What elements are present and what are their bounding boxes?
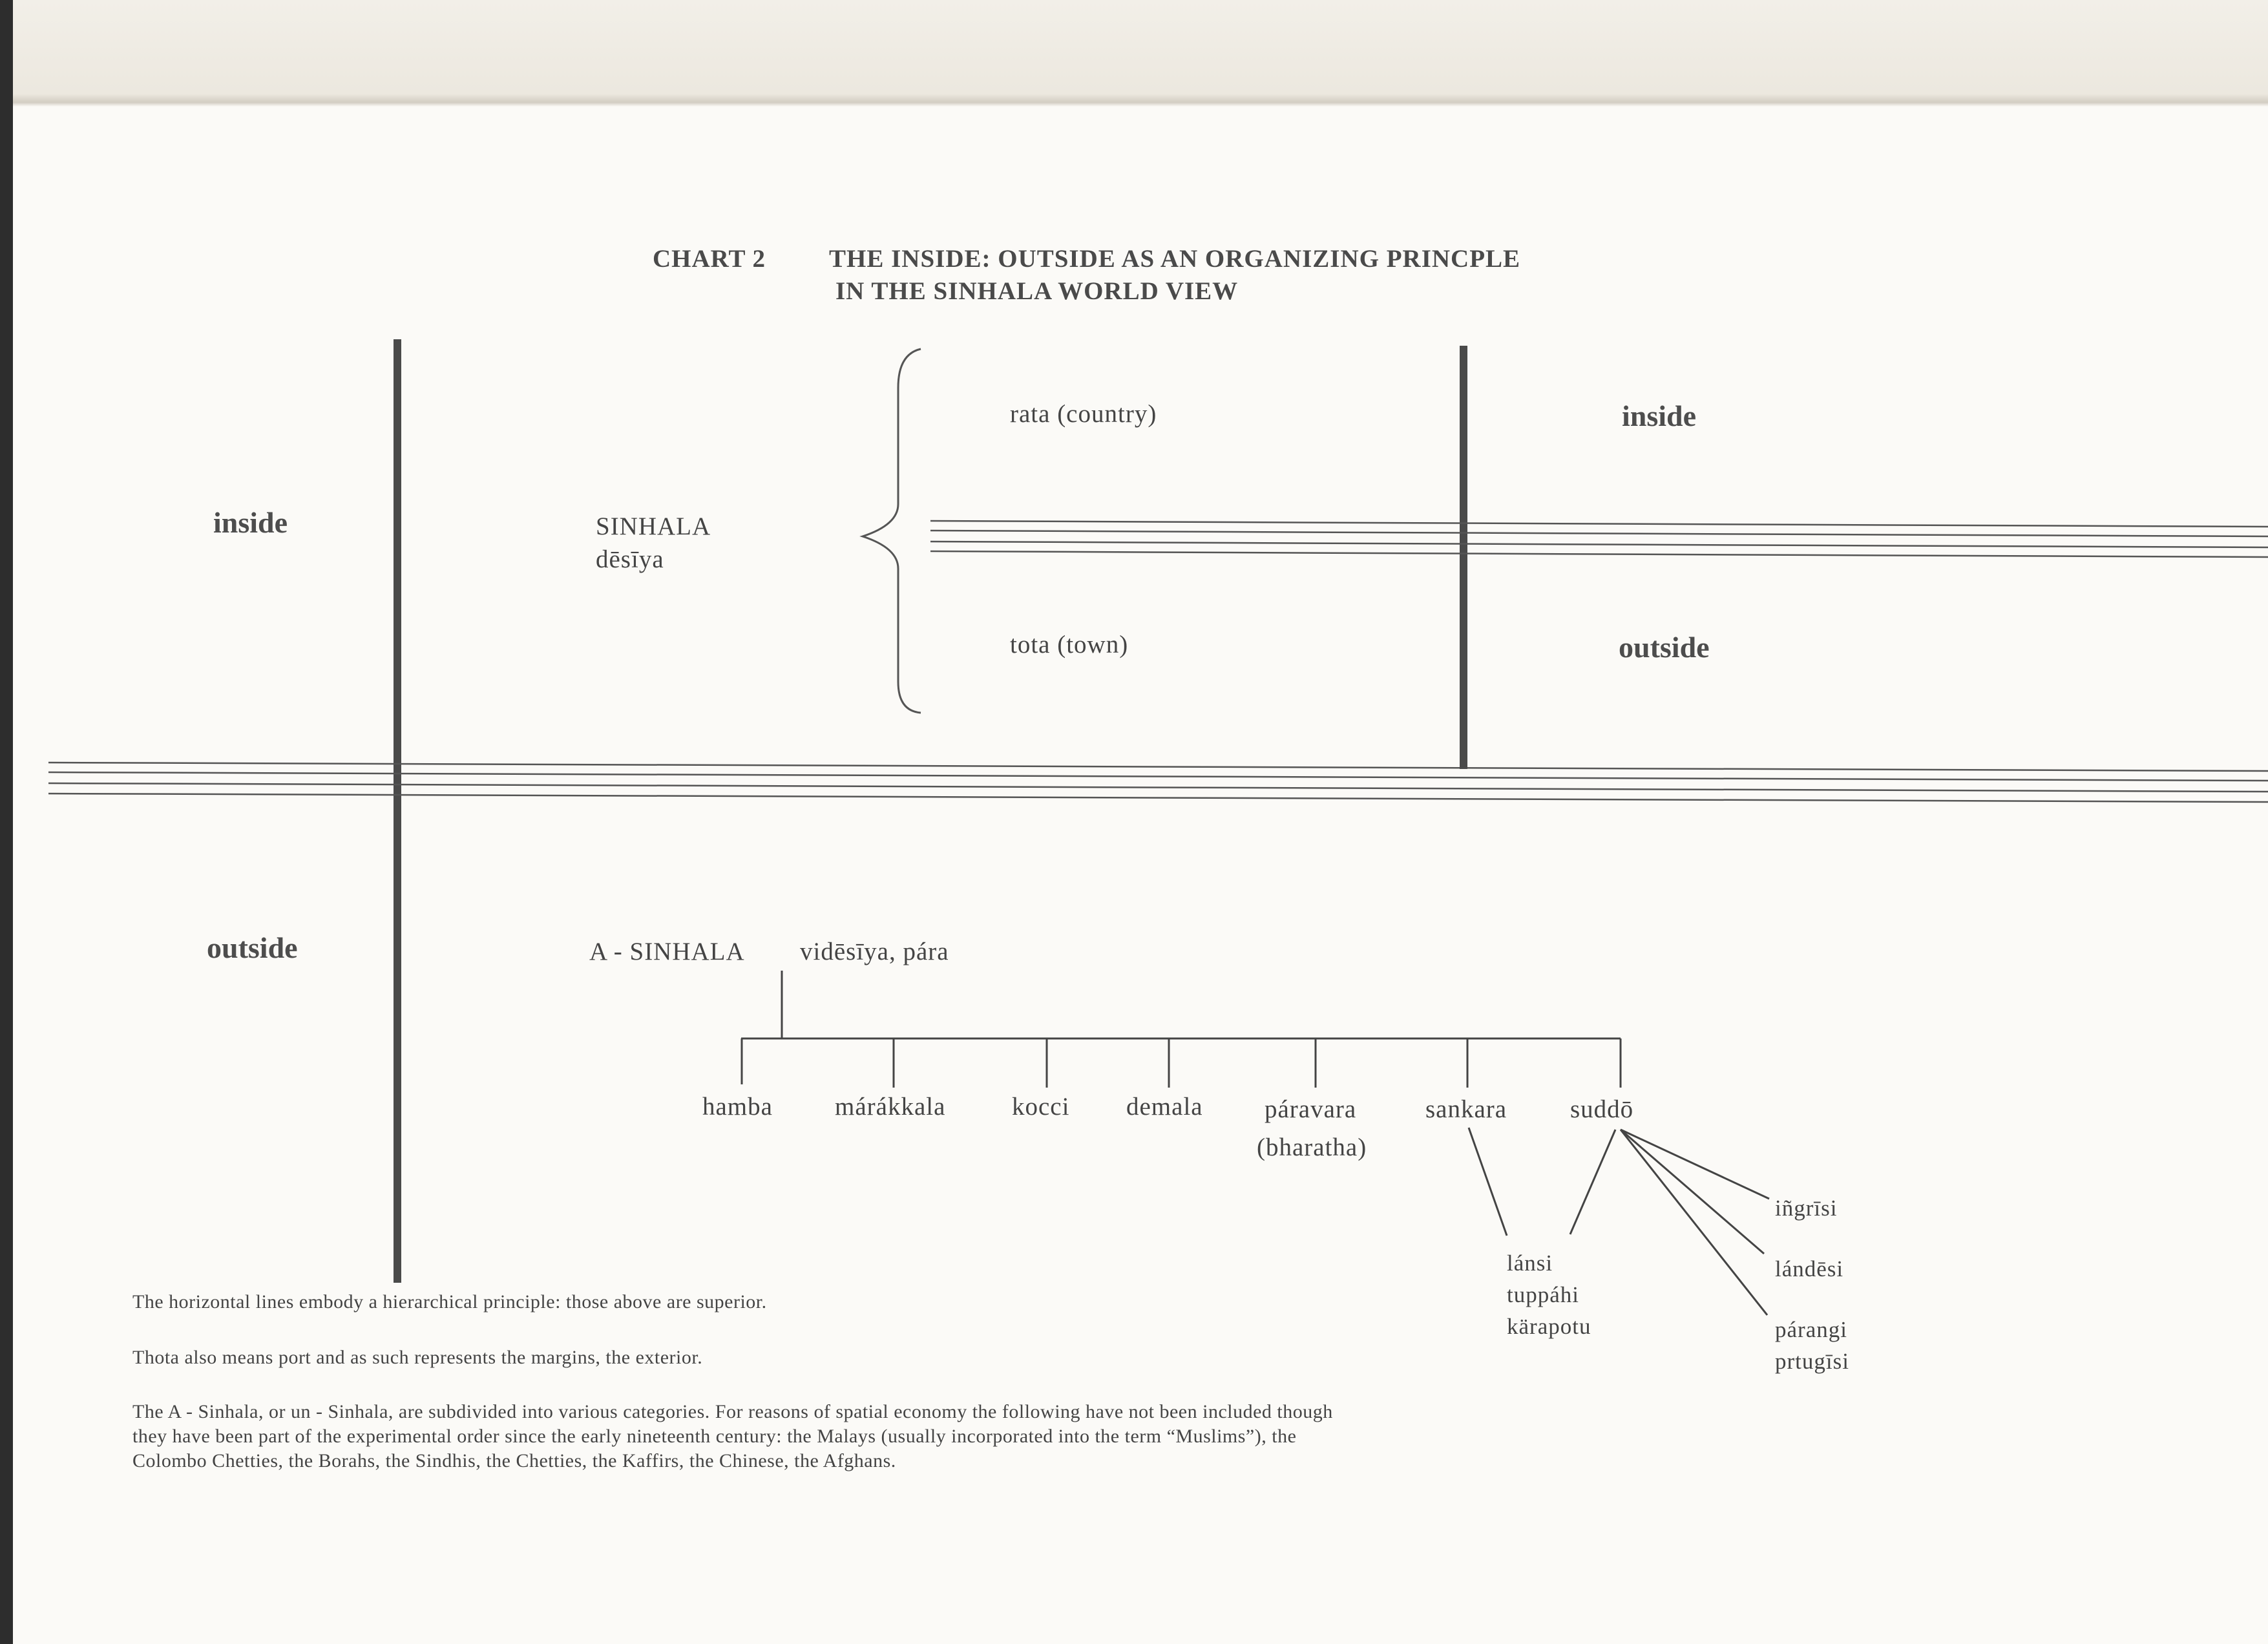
- videsiya-label: vidēsīya, pára: [800, 938, 949, 965]
- chart-title-line2: IN THE SINHALA WORLD VIEW: [835, 277, 1239, 305]
- main-inside-label: inside: [213, 506, 288, 539]
- category-sankara: sankara: [1425, 1095, 1507, 1123]
- desiya-label: dēsīya: [596, 545, 664, 573]
- sinhala-label: SINHALA: [596, 512, 711, 540]
- a-sinhala-label: A - SINHALA: [589, 938, 745, 965]
- secondary-horizontal-lines: [930, 521, 2268, 557]
- secondary-inside-label: inside: [1622, 399, 1697, 432]
- sub-tuppahi: tuppáhi: [1507, 1282, 1579, 1307]
- parangi-group: [1775, 1314, 1849, 1377]
- category-suddo: suddō: [1570, 1095, 1634, 1123]
- category-hamba: hamba: [702, 1093, 773, 1121]
- chart-title-line1: THE INSIDE: OUTSIDE AS AN ORGANIZING PRINCPLE: [829, 245, 1521, 273]
- sub-landesi: lándēsi: [1775, 1256, 1844, 1281]
- note-hierarchy: The horizontal lines embody a hierarchical principle: those above are superior.: [132, 1291, 767, 1312]
- category-kocci: kocci: [1012, 1093, 1070, 1121]
- sub-parangi: párangi: [1775, 1317, 1847, 1342]
- sub-ingrisi: iñgrīsi: [1775, 1196, 1838, 1221]
- category-paravara-note: (bharatha): [1257, 1133, 1367, 1161]
- lansi-group: [1507, 1247, 1591, 1342]
- note-a-sinhala: The A - Sinhala, or un - Sinhala, are subdivided into various categories. For reasons of spatial economy the following have not been included though they have been part of the experimental order since the early nineteenth century: the Malays (usually incorporated into the term “Muslims”), the Colombo Chetties, the Borahs, the Sindhis, the Chetties, the Kaffirs, the Chinese, the Afghans.: [132, 1401, 1333, 1471]
- category-demala: demala: [1126, 1093, 1203, 1121]
- chart-number: CHART 2: [653, 245, 766, 273]
- curly-brace: [863, 349, 921, 713]
- rata-label: rata (country): [1010, 400, 1157, 428]
- sub-lansi: lánsi: [1507, 1250, 1553, 1276]
- sub-prtugisi: prtugīsi: [1775, 1349, 1849, 1374]
- note-thota: Thota also means port and as such represents the margins, the exterior.: [132, 1347, 703, 1368]
- category-marakkala: márákkala: [835, 1093, 946, 1121]
- secondary-outside-label: outside: [1619, 631, 1710, 664]
- category-paravara: páravara: [1265, 1095, 1357, 1123]
- main-outside-label: outside: [207, 931, 298, 964]
- main-horizontal-lines: [48, 763, 2268, 802]
- a-sinhala-tree: [741, 971, 1769, 1315]
- sub-karapotu: kärapotu: [1507, 1314, 1591, 1339]
- tota-label: tota (town): [1010, 631, 1129, 659]
